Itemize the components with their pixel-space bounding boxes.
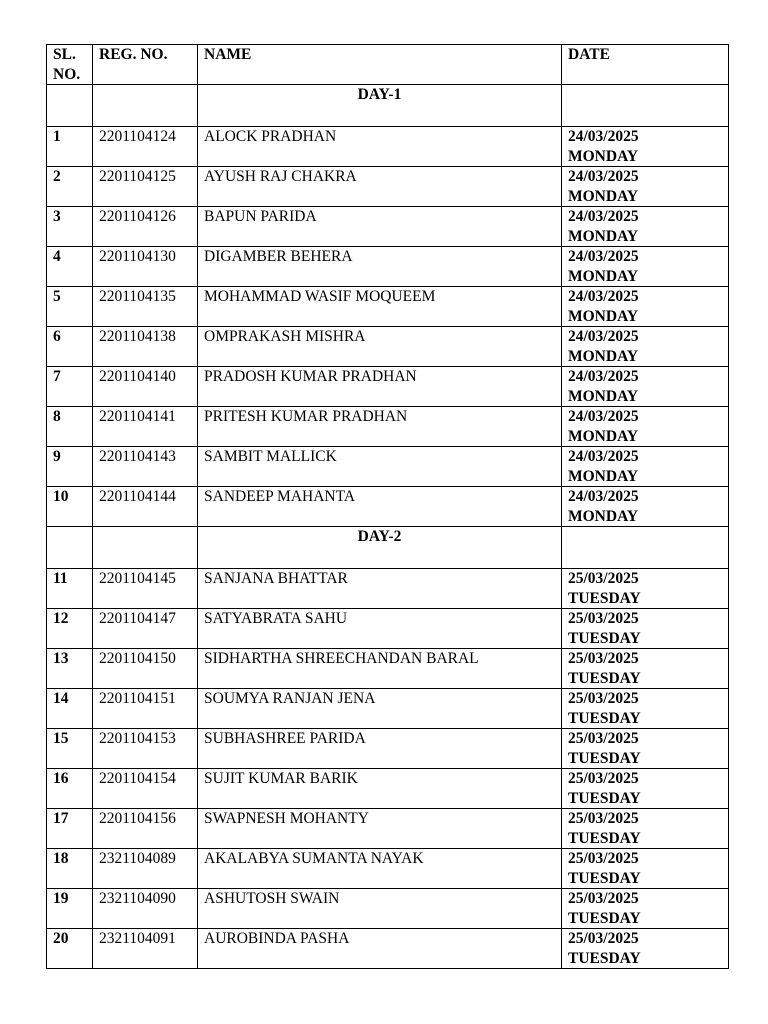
table-row: [47, 367, 729, 407]
weekday-value: TUESDAY: [568, 869, 641, 887]
weekday-value: TUESDAY: [568, 709, 641, 727]
date-value: 25/03/2025: [568, 770, 639, 787]
sl-number: 5: [47, 287, 93, 327]
date-cell: [562, 649, 729, 689]
date-cell: [562, 769, 729, 809]
student-name: SWAPNESH MOHANTY: [198, 809, 562, 849]
student-name: SIDHARTHA SHREECHANDAN BARAL: [198, 649, 562, 689]
sl-number: 13: [47, 649, 93, 689]
table-row: [47, 407, 729, 447]
date-value: 25/03/2025: [568, 690, 639, 707]
reg-number: 2321104091: [93, 929, 198, 969]
student-name: OMPRAKASH MISHRA: [198, 327, 562, 367]
table-row: [47, 889, 729, 929]
reg-number: 2201104150: [93, 649, 198, 689]
reg-number: 2201104126: [93, 207, 198, 247]
weekday-value: MONDAY: [568, 267, 639, 285]
table-row: [47, 729, 729, 769]
weekday-value: MONDAY: [568, 307, 639, 325]
student-name: ALOCK PRADHAN: [198, 127, 562, 167]
date-value: 24/03/2025: [568, 248, 639, 265]
table-row: [47, 769, 729, 809]
date-value: 24/03/2025: [568, 128, 639, 145]
sl-number: 11: [47, 569, 93, 609]
header-date: DATE: [562, 45, 729, 85]
reg-number: 2201104140: [93, 367, 198, 407]
table-row: [47, 167, 729, 207]
weekday-value: MONDAY: [568, 147, 639, 165]
weekday-value: TUESDAY: [568, 589, 641, 607]
table-row: [47, 569, 729, 609]
header-reg-no: REG. NO.: [93, 45, 198, 85]
day-label: DAY-2: [198, 527, 562, 569]
sl-number: 20: [47, 929, 93, 969]
student-name: ASHUTOSH SWAIN: [198, 889, 562, 929]
date-cell: [562, 447, 729, 487]
date-value: 25/03/2025: [568, 570, 639, 587]
weekday-value: MONDAY: [568, 187, 639, 205]
student-name: AYUSH RAJ CHAKRA: [198, 167, 562, 207]
sl-number: 19: [47, 889, 93, 929]
date-value: 24/03/2025: [568, 408, 639, 425]
table-row: [47, 929, 729, 969]
reg-number: 2201104138: [93, 327, 198, 367]
reg-number: 2201104153: [93, 729, 198, 769]
sl-number: 17: [47, 809, 93, 849]
weekday-value: TUESDAY: [568, 789, 641, 807]
date-value: 25/03/2025: [568, 850, 639, 867]
date-value: 25/03/2025: [568, 610, 639, 627]
reg-number: 2321104089: [93, 849, 198, 889]
table-row: [47, 809, 729, 849]
sl-number: 6: [47, 327, 93, 367]
date-value: 25/03/2025: [568, 890, 639, 907]
sl-number: 4: [47, 247, 93, 287]
date-cell: [562, 729, 729, 769]
day-separator-row: [47, 85, 729, 127]
student-name: AKALABYA SUMANTA NAYAK: [198, 849, 562, 889]
reg-number: 2201104147: [93, 609, 198, 649]
schedule-body: [47, 85, 729, 969]
header-name: NAME: [198, 45, 562, 85]
student-name: SANDEEP MAHANTA: [198, 487, 562, 527]
table-row: [47, 447, 729, 487]
date-cell: [562, 247, 729, 287]
reg-number: 2201104154: [93, 769, 198, 809]
date-value: 25/03/2025: [568, 930, 639, 947]
date-cell: [562, 487, 729, 527]
weekday-value: MONDAY: [568, 467, 639, 485]
date-value: 24/03/2025: [568, 328, 639, 345]
header-sl: SL. NO.: [47, 45, 93, 85]
weekday-value: TUESDAY: [568, 749, 641, 767]
sl-number: 9: [47, 447, 93, 487]
student-name: SATYABRATA SAHU: [198, 609, 562, 649]
date-cell: [562, 207, 729, 247]
weekday-value: MONDAY: [568, 427, 639, 445]
empty-cell: [562, 85, 729, 127]
reg-number: 2201104141: [93, 407, 198, 447]
table-row: [47, 327, 729, 367]
weekday-value: MONDAY: [568, 347, 639, 365]
reg-number: 2201104125: [93, 167, 198, 207]
weekday-value: MONDAY: [568, 507, 639, 525]
sl-number: 1: [47, 127, 93, 167]
schedule-table: [46, 44, 729, 969]
sl-number: 16: [47, 769, 93, 809]
date-cell: [562, 929, 729, 969]
student-name: SUJIT KUMAR BARIK: [198, 769, 562, 809]
student-name: BAPUN PARIDA: [198, 207, 562, 247]
date-value: 25/03/2025: [568, 730, 639, 747]
sl-number: 10: [47, 487, 93, 527]
reg-number: 2201104145: [93, 569, 198, 609]
date-value: 24/03/2025: [568, 168, 639, 185]
sl-number: 15: [47, 729, 93, 769]
date-cell: [562, 609, 729, 649]
table-row: [47, 689, 729, 729]
date-value: 25/03/2025: [568, 650, 639, 667]
student-name: SOUMYA RANJAN JENA: [198, 689, 562, 729]
student-name: AUROBINDA PASHA: [198, 929, 562, 969]
empty-cell: [47, 527, 93, 569]
weekday-value: MONDAY: [568, 387, 639, 405]
table-row: [47, 849, 729, 889]
reg-number: 2201104144: [93, 487, 198, 527]
reg-number: 2201104143: [93, 447, 198, 487]
table-row: [47, 127, 729, 167]
reg-number: 2321104090: [93, 889, 198, 929]
student-name: DIGAMBER BEHERA: [198, 247, 562, 287]
reg-number: 2201104130: [93, 247, 198, 287]
weekday-value: TUESDAY: [568, 829, 641, 847]
date-value: 24/03/2025: [568, 368, 639, 385]
date-cell: [562, 407, 729, 447]
day-separator-row: [47, 527, 729, 569]
date-cell: [562, 327, 729, 367]
reg-number: 2201104135: [93, 287, 198, 327]
sl-number: 18: [47, 849, 93, 889]
weekday-value: MONDAY: [568, 227, 639, 245]
sl-number: 8: [47, 407, 93, 447]
reg-number: 2201104156: [93, 809, 198, 849]
student-name: SANJANA BHATTAR: [198, 569, 562, 609]
empty-cell: [562, 527, 729, 569]
student-name: SAMBIT MALLICK: [198, 447, 562, 487]
header-row: [47, 45, 729, 85]
student-name: SUBHASHREE PARIDA: [198, 729, 562, 769]
date-cell: [562, 809, 729, 849]
sl-number: 2: [47, 167, 93, 207]
reg-number: 2201104151: [93, 689, 198, 729]
date-cell: [562, 689, 729, 729]
date-cell: [562, 569, 729, 609]
date-value: 24/03/2025: [568, 208, 639, 225]
date-cell: [562, 889, 729, 929]
date-cell: [562, 849, 729, 889]
date-value: 24/03/2025: [568, 488, 639, 505]
date-value: 24/03/2025: [568, 288, 639, 305]
table-row: [47, 487, 729, 527]
student-name: MOHAMMAD WASIF MOQUEEM: [198, 287, 562, 327]
sl-number: 3: [47, 207, 93, 247]
table-row: [47, 287, 729, 327]
date-value: 25/03/2025: [568, 810, 639, 827]
weekday-value: TUESDAY: [568, 949, 641, 967]
table-row: [47, 247, 729, 287]
table-row: [47, 609, 729, 649]
student-name: PRADOSH KUMAR PRADHAN: [198, 367, 562, 407]
weekday-value: TUESDAY: [568, 669, 641, 687]
empty-cell: [93, 527, 198, 569]
date-cell: [562, 127, 729, 167]
weekday-value: TUESDAY: [568, 909, 641, 927]
table-row: [47, 649, 729, 689]
sl-number: 14: [47, 689, 93, 729]
date-cell: [562, 287, 729, 327]
sl-number: 7: [47, 367, 93, 407]
sl-number: 12: [47, 609, 93, 649]
student-name: PRITESH KUMAR PRADHAN: [198, 407, 562, 447]
weekday-value: TUESDAY: [568, 629, 641, 647]
date-cell: [562, 367, 729, 407]
empty-cell: [47, 85, 93, 127]
date-cell: [562, 167, 729, 207]
day-label: DAY-1: [198, 85, 562, 127]
table-row: [47, 207, 729, 247]
reg-number: 2201104124: [93, 127, 198, 167]
date-value: 24/03/2025: [568, 448, 639, 465]
empty-cell: [93, 85, 198, 127]
